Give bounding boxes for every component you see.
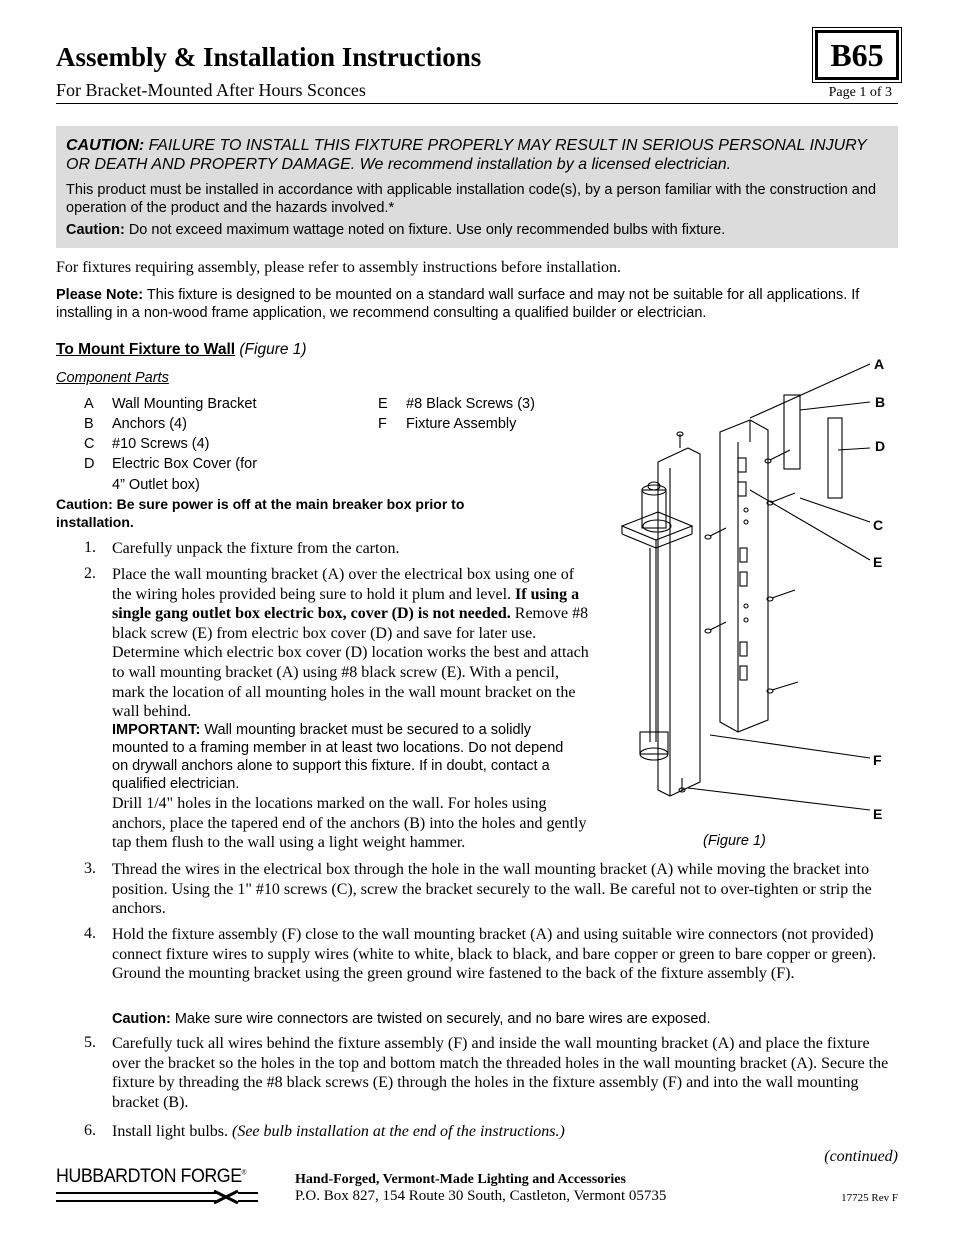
step-4: Hold the fixture assembly (F) close to the wall mounting bracket (A) and using suitable wire connectors (not provided) connect fixture wires to supply wires (white to white, black to black, and bare copper or green to bare copper or green). Ground the mounting bracket using the green ground wire fastened to the back of the fixture assembly (F).	[112, 926, 877, 983]
wall-mounting-bracket	[720, 420, 768, 732]
step-number: 6.	[84, 1122, 96, 1139]
step-2-drill: Drill 1/4" holes in the locations marked on the wall. For holes using anchors, place the tapered end of the anchors (B) into the holes and gently tap them flush to the wall using a light weight hammer.	[112, 795, 587, 852]
wattage-caution-text: Do not exceed maximum wattage noted on fixture. Use only recommended bulbs with fixture.	[124, 222, 726, 238]
part-letter: C	[84, 436, 95, 452]
important-text: Wall mounting bracket must be secured to a solidly mounted to a framing member in at least two locations. Do not depend on drywall anchors alone to support this fixture. If in doubt, contact a qualified electrician.	[112, 722, 564, 792]
part-name: Anchors (4)	[112, 416, 187, 432]
code-compliance-text: This product must be installed in accordance with applicable installation code(s), by a person familiar with the construction and operation of the product and the hazards involved.*	[66, 182, 877, 216]
bulb-socket	[640, 732, 668, 754]
page-number: Page 1 of 3	[828, 85, 892, 100]
step-number: 1.	[84, 539, 96, 556]
revision-number: 17725 Rev F	[841, 1192, 898, 1204]
section-heading	[56, 341, 307, 359]
footer-tagline: Hand-Forged, Vermont-Made Lighting and Accessories	[295, 1172, 626, 1187]
header-divider	[56, 103, 898, 104]
intro-text: For fixtures requiring assembly, please refer to assembly instructions before installation.	[56, 259, 622, 276]
step-2-text-b: Remove #8 black screw (E) from electric box cover (D) and save for later use. Determine which electric box cover (D) location works the best and attach to wall mounting bracket (A) using #8 black screw (E). With a pencil, mark the location of all mounting holes in the wall mount bracket on the wall behind.	[112, 605, 589, 721]
registered-mark: ®	[241, 1169, 247, 1177]
electric-box-cover	[828, 418, 842, 498]
part-letter: A	[84, 396, 94, 412]
component-parts-heading: Component Parts	[56, 370, 169, 386]
leader-line-c	[800, 498, 870, 522]
fixture-top-plate	[622, 512, 692, 540]
step-4-caution-text: Make sure wire connectors are twisted on securely, and no bare wires are exposed.	[170, 1011, 711, 1027]
step-4-caution-label: Caution:	[112, 1011, 171, 1027]
leader-line-b	[800, 402, 870, 410]
please-note	[56, 286, 898, 322]
leader-line-a	[750, 364, 870, 418]
power-caution: Caution: Be sure power is off at the main breaker box prior to installation.	[56, 496, 465, 530]
step-2-text-a: Place the wall mounting bracket (A) over the electrical box using one of the wiring holes provided being sure to hold it plum and level.	[112, 566, 575, 603]
step-number: 5.	[84, 1034, 96, 1051]
step-5: Carefully tuck all wires behind the fixture assembly (F) and inside the wall mounting bracket (A) and place the fixture over the bracket so the holes in the top and bottom match the threaded holes in the wall mounting bracket (A). Secure the fixture by threading the #8 black screws (E) through the holes in the fixture assembly (F) and into the wall mounting bracket (B).	[112, 1035, 889, 1111]
part-letter: D	[84, 456, 95, 472]
part-letter: F	[378, 416, 387, 432]
part-name: #10 Screws (4)	[112, 436, 210, 452]
part-name-cont: 4” Outlet box)	[112, 477, 200, 493]
caution-label: CAUTION:	[66, 137, 145, 154]
section-figure-ref: (Figure 1)	[235, 341, 307, 358]
please-note-label: Please Note:	[56, 287, 144, 303]
step-6-text: Install light bulbs.	[112, 1123, 228, 1140]
anchor-plate-1	[784, 395, 800, 469]
step-4-caution	[112, 1010, 896, 1028]
part-name: Wall Mounting Bracket	[112, 396, 257, 412]
step-2	[112, 565, 594, 722]
leader-line-e-bottom	[688, 788, 870, 810]
important-label: IMPORTANT:	[112, 722, 201, 738]
part-name: Fixture Assembly	[406, 416, 517, 432]
part-letter: B	[84, 416, 94, 432]
part-name: #8 Black Screws (3)	[406, 396, 535, 412]
footer-address: P.O. Box 827, 154 Route 30 South, Castleton, Vermont 05735	[295, 1188, 667, 1204]
screws-c	[705, 450, 798, 693]
wattage-caution-label: Caution:	[66, 222, 125, 238]
step-6	[112, 1122, 896, 1142]
logo-underline-graphic	[56, 1190, 258, 1204]
leader-line-f	[710, 735, 870, 758]
figure-label-e2: E	[873, 806, 883, 822]
caution-warning	[66, 136, 881, 174]
section-heading-text: To Mount Fixture to Wall	[56, 341, 236, 358]
caution-warning-text: FAILURE TO INSTALL THIS FIXTURE PROPERLY MAY RESULT IN SERIOUS PERSONAL INJURY OR DEATH AND PROPERTY DAMAGE. We recommend installation by a licensed electrician.	[66, 137, 867, 173]
figure-label-f: F	[873, 752, 882, 768]
step-number: 4.	[84, 925, 96, 942]
wattage-caution	[66, 221, 881, 239]
step-number: 3.	[84, 860, 96, 877]
product-code: B65	[815, 30, 899, 80]
please-note-text: This fixture is designed to be mounted on a standard wall surface and may not be suitable for all applications. If installing in a non-wood frame application, we recommend consulting a qualified builder or electrician.	[56, 287, 860, 321]
continued-note: (continued)	[824, 1148, 898, 1165]
fixture-assembly-back	[658, 448, 700, 796]
figure-caption: (Figure 1)	[703, 833, 766, 849]
part-letter: E	[378, 396, 388, 412]
figure-1-diagram	[600, 350, 900, 840]
brand-logo	[56, 1166, 246, 1188]
page-subtitle: For Bracket-Mounted After Hours Sconces	[56, 80, 366, 100]
figure-label-c: C	[873, 517, 884, 533]
figure-label-d: D	[875, 438, 886, 454]
important-note	[112, 721, 582, 793]
step-2-bold: If using a single gang outlet box electric box, cover (D) is not needed.	[112, 585, 580, 623]
figure-label-e: E	[873, 554, 883, 570]
step-3: Thread the wires in the electrical box through the hole in the wall mounting bracket (A) while moving the bracket into position. Using the 1" #10 screws (C), screw the bracket securely to the wall. Be careful not to over-tighten or strip the anchors.	[112, 861, 872, 918]
brand-logo-text: HUBBARDTON FORGE	[56, 1166, 242, 1187]
figure-label-b: B	[875, 394, 886, 410]
step-number: 2.	[84, 565, 96, 582]
part-name: Electric Box Cover (for	[112, 456, 258, 472]
step-1: Carefully unpack the fixture from the carton.	[112, 540, 400, 557]
step-6-note: (See bulb installation at the end of the instructions.)	[228, 1123, 565, 1140]
figure-label-a: A	[874, 356, 885, 372]
page-title: Assembly & Installation Instructions	[56, 42, 482, 72]
leader-line-d	[838, 448, 870, 450]
